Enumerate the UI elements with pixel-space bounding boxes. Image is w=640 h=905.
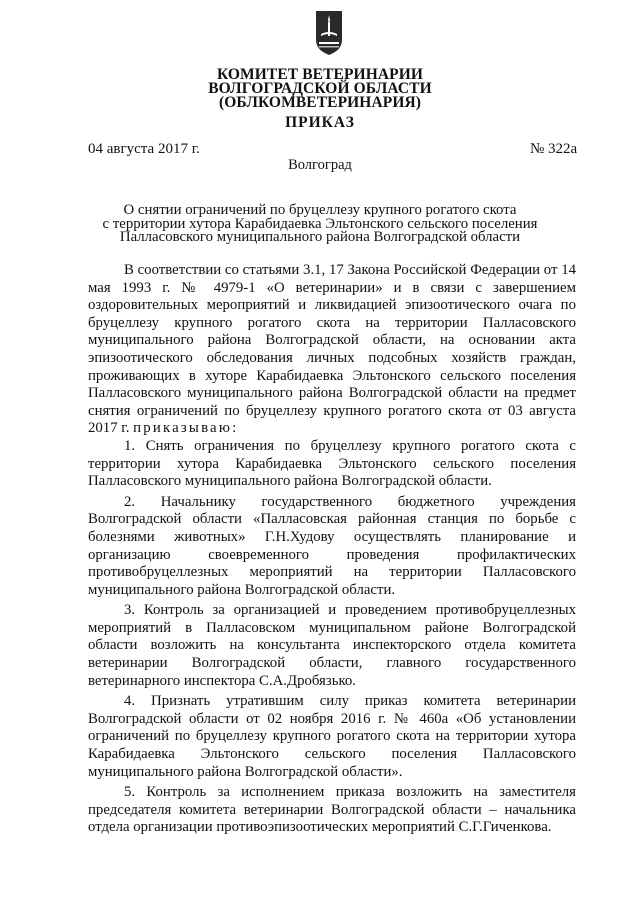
subject-line3: Палласовского муниципального района Волгоградской области <box>119 229 521 246</box>
document-body <box>88 262 576 837</box>
subject-line1: О снятии ограничений по бруцеллезу крупного рогатого скота <box>123 202 517 218</box>
preamble-text: В соответствии со статьями 3.1, 17 Закона Российской Федерации от 14 мая 1993 г. № 4979-1 «О ветеринарии» и в связи с завершением оздоровительных мероприятий и ликвидацией эпизоотического очага по бруцеллезу крупного рогатого скота на территории Палласовского муниципального района Волгоградской области, на основании акта эпизоотического обследования личных подсобных хозяйств граждан, проживающих в хуторе Карабидаевка Эльтонского сельского поселения Палласовского муниципального района Волгоградской области на предмет снятия ограничений по бруцеллезу крупного рогатого скота от 03 августа 2017 г. <box>88 262 576 437</box>
document-type-title: ПРИКАЗ <box>285 114 355 131</box>
order-word: приказываю: <box>133 420 239 437</box>
order-item-5: 5. Контроль за исполнением приказа возложить на заместителя председателя комитета ветеринарии Волгоградской области – начальника отдела организации противоэпизоотических мероприятий С.Г.Гиченкова. <box>88 784 576 836</box>
order-item-3: 3. Контроль за организацией и проведением противобруцеллезных мероприятий в Палласовском муниципальном районе Волгоградской области возложить на консультанта инспекторского отдела комитета ветеринарии Волгоградской области, главного государственного ветеринарного инспектора С.А.Дробязько. <box>88 602 576 689</box>
preamble-paragraph <box>88 262 576 438</box>
organization-abbreviation: (ОБЛКОМВЕТЕРИНАРИЯ) <box>218 94 422 111</box>
organization-name-line1: КОМИТЕТ ВЕТЕРИНАРИИ <box>216 66 424 83</box>
document-date: 04 августа 2017 г. <box>88 141 200 157</box>
order-item-4: 4. Признать утратившим силу приказ комитета ветеринарии Волгоградской области от 02 ноября 2016 г. № 460а «Об установлении ограничений по бруцеллезу крупного рогатого скота на территории хутора Карабидаевка Эльтонского сельского поселения Палласовского муниципального района Волгоградской области». <box>88 693 576 780</box>
organization-name-line2: ВОЛГОГРАДСКОЙ ОБЛАСТИ <box>208 80 432 97</box>
volgograd-coat-of-arms-icon <box>315 10 343 56</box>
document-subject <box>0 204 640 245</box>
subject-line2: с территории хутора Карабидаевка Эльтонского сельского поселения <box>102 215 538 232</box>
document-number: № 322а <box>530 141 578 157</box>
order-item-1: 1. Снять ограничения по бруцеллезу крупного рогатого скота с территории хутора Карабидаевка Эльтонского сельского поселения Палласовского муниципального района Волгоградской области. <box>88 437 576 490</box>
document-city: Волгоград <box>288 157 352 173</box>
order-item-2: 2. Начальнику государственного бюджетного учреждения Волгоградской области «Палласовская районная станция по борьбе с болезнями животных» Г.Н.Худову осуществлять планирование и организацию своевременного проведения профилактических противобруцеллезных мероприятий на территории Палласовского муниципального района Волгоградской области. <box>88 493 576 598</box>
